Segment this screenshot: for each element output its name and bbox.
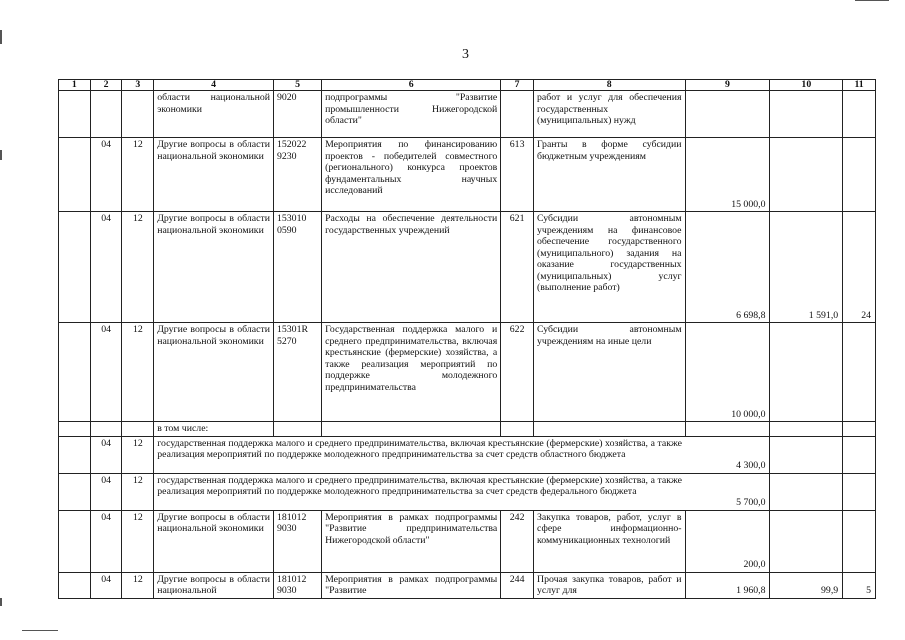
cell-description: Мероприятия по финансированию проектов - победителей совместного (регионального) конкурса проектов фундаментальных научных исследований — [322, 138, 501, 212]
column-header: 9 — [685, 80, 770, 91]
cell-expense-type: 244 — [501, 572, 534, 598]
column-header: 6 — [322, 80, 501, 91]
cell-amount: 6 698,8 — [685, 212, 770, 323]
cell-amount-2 — [770, 323, 843, 422]
cell-description: Мероприятия в рамках подпрограммы "Развитие — [322, 572, 501, 598]
cell-expense-name: Закупка товаров, работ, услуг в сфере информационно-коммуникационных технологий — [534, 510, 686, 572]
cell-amount-2: 1 591,0 — [770, 212, 843, 323]
cell-amount: 200,0 — [685, 510, 770, 572]
table-row — [59, 572, 876, 598]
cell-target-code: 181012 9030 — [273, 572, 321, 598]
cell-name: Другие вопросы в области национальной экономики — [154, 138, 274, 212]
cell-subsection: 12 — [122, 323, 154, 422]
cell-num — [59, 91, 91, 138]
column-header: 11 — [843, 80, 876, 91]
column-header: 1 — [59, 80, 91, 91]
cell-name: области национальной экономики — [154, 91, 274, 138]
cell-section: 04 — [90, 473, 122, 510]
cell-section: 04 — [90, 436, 122, 473]
cell-name: Другие вопросы в области национальной — [154, 572, 274, 598]
cell-name: Другие вопросы в области национальной экономики — [154, 212, 274, 323]
cell-target-code: 9020 — [273, 91, 321, 138]
cell-subsection — [122, 91, 154, 138]
cell-expense-name: Субсидии автономным учреждениям на финансовое обеспечение государственного (муниципального) задания на оказание государственных (муниципальных) услуг (выполнение работ) — [534, 212, 686, 323]
scan-artifact — [0, 598, 2, 606]
sub-row — [59, 473, 876, 510]
table-row — [59, 510, 876, 572]
table-row — [59, 138, 876, 212]
cell-expense-name: работ и услуг для обеспечения государственных (муниципальных) нужд — [534, 91, 686, 138]
cell-description: Мероприятия в рамках подпрограммы "Развитие предпринимательства Нижегородской области" — [322, 510, 501, 572]
including-row — [59, 422, 876, 437]
cell-section: 04 — [90, 138, 122, 212]
column-header: 2 — [90, 80, 122, 91]
cell-name: Другие вопросы в области национальной экономики — [154, 510, 274, 572]
cell-target-code: 153010 0590 — [273, 212, 321, 323]
column-header: 10 — [770, 80, 843, 91]
cell-target-code: 181012 9030 — [273, 510, 321, 572]
cell-section: 04 — [90, 572, 122, 598]
cell-amount-3: 5 — [843, 572, 876, 598]
scan-artifact — [0, 30, 2, 44]
cell-amount-3 — [843, 510, 876, 572]
table-row — [59, 212, 876, 323]
cell-expense-name: Гранты в форме субсидии бюджетным учреждениям — [534, 138, 686, 212]
cell-description: подпрограммы "Развитие промышленности Нижегородской области" — [322, 91, 501, 138]
cell-num — [59, 212, 91, 323]
cell-section — [90, 91, 122, 138]
cell-amount-3 — [843, 323, 876, 422]
cell-amount-3 — [843, 91, 876, 138]
cell-description: Расходы на обеспечение деятельности государственных учреждений — [322, 212, 501, 323]
page-number: 3 — [462, 47, 469, 62]
cell-section: 04 — [90, 323, 122, 422]
scan-artifact — [22, 630, 58, 631]
including-label: в том числе: — [154, 422, 274, 437]
cell-subsection: 12 — [122, 138, 154, 212]
cell-subsection: 12 — [122, 510, 154, 572]
cell-expense-name: Прочая закупка товаров, работ и услуг для — [534, 572, 686, 598]
sub-row — [59, 436, 876, 473]
column-header: 5 — [273, 80, 321, 91]
cell-description: Государственная поддержка малого и среднего предпринимательства, включая крестьянские (фермерские) хозяйства, а также реализация мероприятий по поддержке молодежного предпринимательства — [322, 323, 501, 422]
cell-subsection: 12 — [122, 212, 154, 323]
cell-expense-type — [501, 91, 534, 138]
cell-amount: 10 000,0 — [685, 323, 770, 422]
cell-sub-description: государственная поддержка малого и среднего предпринимательства, включая крестьянские (фермерские) хозяйства, а также реализация мероприятий по поддержке молодежного предпринимательства за счет средств областного бюджета — [154, 436, 685, 473]
cell-amount-2 — [770, 91, 843, 138]
cell-amount-3: 24 — [843, 212, 876, 323]
cell-target-code: 152022 9230 — [273, 138, 321, 212]
cell-section: 04 — [90, 212, 122, 323]
column-header: 4 — [154, 80, 274, 91]
column-header: 7 — [501, 80, 534, 91]
cell-section: 04 — [90, 510, 122, 572]
cell-amount: 5 700,0 — [685, 473, 770, 510]
scan-artifact — [0, 150, 2, 160]
cell-name: Другие вопросы в области национальной экономики — [154, 323, 274, 422]
cell-expense-type: 242 — [501, 510, 534, 572]
table-row — [59, 91, 876, 138]
cell-expense-type: 613 — [501, 138, 534, 212]
cell-target-code: 15301R 5270 — [273, 323, 321, 422]
cell-expense-type: 622 — [501, 323, 534, 422]
cell-sub-description: государственная поддержка малого и среднего предпринимательства, включая крестьянские (фермерские) хозяйства, а также реализация мероприятий по поддержке молодежного предпринимательства за счет средств федерального бюджета — [154, 473, 685, 510]
cell-subsection: 12 — [122, 473, 154, 510]
cell-subsection: 12 — [122, 436, 154, 473]
cell-amount: 15 000,0 — [685, 138, 770, 212]
cell-amount-2: 99,9 — [770, 572, 843, 598]
cell-expense-type: 621 — [501, 212, 534, 323]
header-row — [59, 80, 876, 91]
table-row — [59, 323, 876, 422]
cell-num — [59, 323, 91, 422]
cell-expense-name: Субсидии автономным учреждениям на иные цели — [534, 323, 686, 422]
cell-amount: 1 960,8 — [685, 572, 770, 598]
scan-artifact — [855, 0, 889, 1]
column-header: 8 — [534, 80, 686, 91]
cell-amount: 4 300,0 — [685, 436, 770, 473]
budget-table — [58, 79, 876, 599]
column-header: 3 — [122, 80, 154, 91]
cell-amount — [685, 91, 770, 138]
cell-amount-2 — [770, 138, 843, 212]
cell-num — [59, 138, 91, 212]
cell-amount-3 — [843, 138, 876, 212]
cell-amount-2 — [770, 510, 843, 572]
cell-subsection: 12 — [122, 572, 154, 598]
